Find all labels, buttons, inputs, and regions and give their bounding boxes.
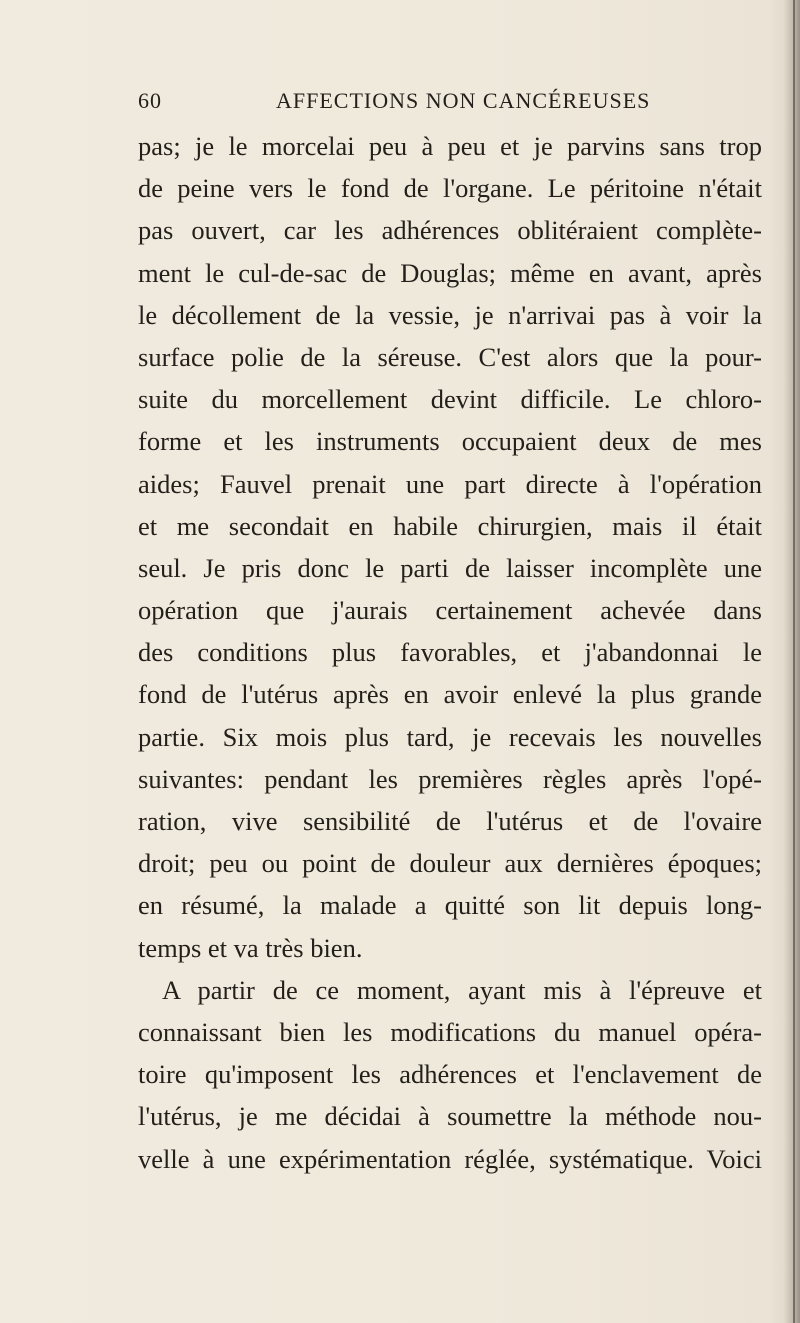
text-line: ration, vive sensibilité de l'utérus et de l'ovaire — [138, 806, 762, 836]
text-line: velle à une expérimentation réglée, systématique. Voici — [138, 1143, 762, 1174]
page-number: 60 — [138, 88, 162, 113]
text-line: suivantes: pendant les premières règles après l'opé- — [138, 763, 762, 794]
text-line: l'utérus, je me décidai à soumettre la méthode nou- — [138, 1101, 762, 1132]
text-line: A partir de ce moment, ayant mis à l'épreuve et — [162, 974, 762, 1005]
text-line: et me secondait en habile chirurgien, mais il était — [138, 510, 762, 541]
text-line: toire qu'imposent les adhérences et l'enclavement de — [138, 1059, 762, 1090]
text-line: pas; je le morcelai peu à peu et je parvins sans trop — [138, 131, 762, 161]
text-line: pas ouvert, car les adhérences oblitéraient complète- — [138, 215, 762, 246]
page-edge-line — [793, 0, 795, 1323]
text-line: partie. Six mois plus tard, je recevais les nouvelles — [138, 721, 762, 752]
body-text — [138, 125, 762, 1180]
text-line: aides; Fauvel prenait une part directe à l'opération — [138, 468, 762, 499]
text-line: opération que j'aurais certainement achevée dans — [138, 595, 762, 626]
text-line: forme et les instruments occupaient deux de mes — [138, 426, 762, 457]
page-header — [138, 88, 762, 118]
text-line: des conditions plus favorables, et j'abandonnai le — [138, 637, 762, 668]
text-line: ment le cul-de-sac de Douglas; même en avant, après — [138, 257, 762, 288]
text-line: connaissant bien les modifications du manuel opéra- — [138, 1016, 762, 1047]
text-line: de peine vers le fond de l'organe. Le péritoine n'était — [138, 173, 762, 204]
text-line: surface polie de la séreuse. C'est alors que la pour- — [138, 341, 762, 372]
text-line: en résumé, la malade a quitté son lit depuis long- — [138, 890, 762, 921]
text-line: temps et va très bien. — [138, 932, 363, 963]
text-line: le décollement de la vessie, je n'arrivai pas à voir la — [138, 299, 762, 330]
running-head: AFFECTIONS NON CANCÉREUSES — [276, 88, 651, 113]
page-edge-shadow — [784, 0, 800, 1323]
text-line: suite du morcellement devint difficile. Le chloro- — [138, 384, 762, 415]
text-line: droit; peu ou point de douleur aux dernières époques; — [138, 848, 762, 879]
text-line: fond de l'utérus après en avoir enlevé la plus grande — [138, 679, 762, 710]
text-line: seul. Je pris donc le parti de laisser incomplète une — [138, 552, 762, 583]
